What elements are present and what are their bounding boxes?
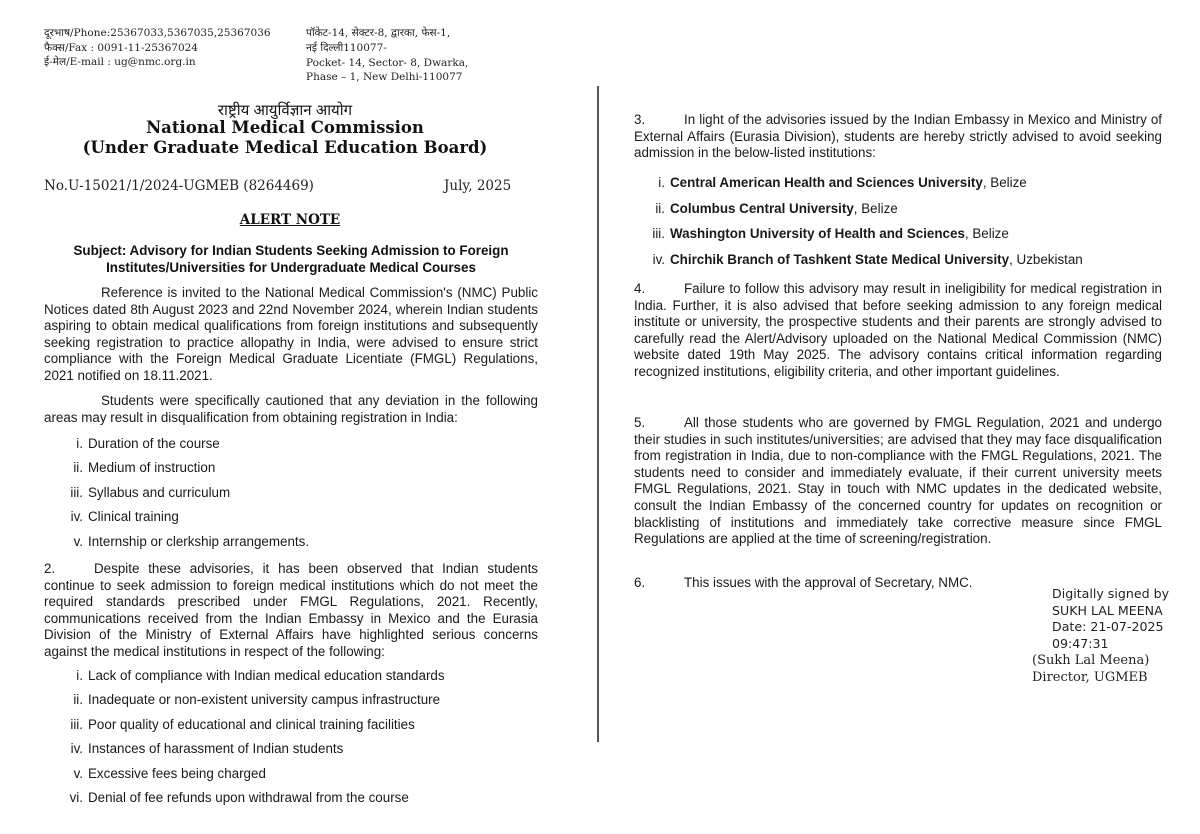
paragraph-3 [634, 112, 1162, 162]
address-block [306, 26, 468, 85]
paragraph-text: In light of the advisories issued by the Indian Embassy in Mexico and Ministry of External Affairs (Eurasia Division), students are hereby strictly advised to avoid seeking admission in the below-listed institutions: [634, 112, 1162, 161]
paragraph-text: This issues with the approval of Secretary, NMC. [684, 575, 973, 590]
list-item: v. Internship or clerkship arrangements. [73, 533, 310, 549]
organization-name-hindi: राष्ट्रीय आयुर्विज्ञान आयोग [217, 102, 353, 119]
organization-name [40, 118, 530, 158]
institution-name: Columbus Central University [670, 200, 854, 216]
list-item: iii. Poor quality of educational and clinical training facilities [70, 716, 415, 732]
email-line: ई-मेल/E-mail : ug@nmc.org.in [44, 56, 196, 68]
institution-country: , Belize [982, 175, 1027, 190]
paragraph-number: 6. [634, 575, 646, 590]
subject [44, 243, 538, 276]
list-item: i. Lack of compliance with Indian medical education standards [76, 668, 445, 683]
institution-country: , Belize [964, 226, 1009, 241]
paragraph-number: 2. [44, 561, 56, 576]
list-item: v. Excessive fees being charged [73, 765, 266, 781]
paragraph-4 [634, 281, 1162, 381]
subject-line-2: Institutes/Universities for Undergraduate Medical Courses [106, 259, 476, 275]
institution-country: , Uzbekistan [1009, 251, 1083, 267]
subject-line-1: Subject: Advisory for Indian Students Seeking Admission to Foreign [73, 243, 509, 258]
list-item: ii. Medium of instruction [73, 460, 216, 476]
address-hindi-line-1: पॉकेट-14, सेक्टर-8, द्वारका, फेस-1, [306, 27, 451, 39]
organization-name-line-2: (Under Graduate Medical Education Board) [82, 138, 488, 157]
document-title: ALERT NOTE [239, 212, 341, 228]
paragraph-text: Despite these advisories, it has been observed that Indian students continue to seek admission to foreign medical institutions which do not meet the required standards prescribed under FMGL Regulations, 2021. Recently, communications received from the Indian Embassy in Mexico and the Eurasia Division of the Ministry of External Affairs have highlighted serious concerns against the medical institutions in respect of the following: [44, 561, 538, 659]
institution-name: Chirchik Branch of Tashkent State Medical University [670, 251, 1010, 267]
signatory-designation: Director, UGMEB [1032, 669, 1148, 685]
list-item: iii. Syllabus and curriculum [70, 484, 231, 500]
address-english-line-2: Phase – 1, New Delhi-110077 [306, 71, 463, 84]
list-item: ii. Inadequate or non-existent university campus infrastructure [73, 692, 441, 708]
digital-signature: Digitally signed by SUKH LAL MEENA Date: 21-07-2025 09:47:31 [1052, 586, 1170, 651]
list-item: iv. Chirchik Branch of Tashkent State Medical University, Uzbekistan [652, 251, 1083, 267]
column-divider [597, 86, 599, 742]
list-item: i. Duration of the course [76, 436, 220, 451]
list-item: ii. Columbus Central University, Belize [655, 200, 898, 216]
concerns-list [69, 668, 445, 814]
list-item: vi. Denial of fee refunds upon withdrawal from the course [69, 789, 409, 805]
address-english-line-1: Pocket- 14, Sector- 8, Dwarka, [306, 56, 469, 69]
signatory [1032, 653, 1149, 687]
fax-line: फैक्स/Fax : 0091-11-25367024 [44, 41, 198, 54]
institution-name: Central American Health and Sciences University [670, 175, 983, 190]
paragraph-text: All those students who are governed by FMGL Regulation, 2021 and undergo their studies in such institutes/universities; are advised that they may face disqualification from registration in India, due to non-compliance with the FMGL Regulations, 2021. The students need to consider and immediately evaluate, if their current university meets FMGL Regulations, 2021. Stay in touch with NMC updates in the dedicated website, consult the Indian Embassy of the concerned country for updates on recognition or blacklisting of institutions and immediately take corrective measure since FMGL Regulations are applied at the time of screening/registration. [634, 415, 1162, 547]
institution-name: Washington University of Health and Sciences [670, 226, 965, 241]
institutions-list [652, 175, 1083, 277]
phone-line: दूरभाष/Phone:25367033,5367035,25367036 [44, 27, 271, 39]
list-item: iv. Clinical training [70, 509, 179, 525]
intro-paragraph: Reference is invited to the National Medical Commission's (NMC) Public Notices dated 8th August 2023 and 22nd November 2024, wherein Indian students aspiring to obtain medical qualifications from foreign institutions and subsequently seeking registration to practice allopathy in India, were advised to ensure strict compliance with the Foreign Medical Graduate Licentiate (FMGL) Regulations, 2021 notified on 18.11.2021. [44, 285, 538, 383]
reference-date: July, 2025 [444, 178, 512, 194]
paragraph-number: 3. [634, 112, 646, 127]
address-hindi-line-2: नई दिल्ली110077- [306, 41, 387, 54]
paragraph-2 [44, 561, 538, 661]
paragraph-number: 5. [634, 415, 646, 430]
list-item: iii. Washington University of Health and Sciences, Belize [652, 226, 1009, 241]
institution-country: , Belize [853, 200, 898, 216]
organization-name-line-1: National Medical Commission [146, 118, 424, 137]
signatory-name: (Sukh Lal Meena) [1032, 653, 1150, 668]
paragraph-number: 4. [634, 281, 646, 296]
paragraph-5 [634, 415, 1162, 548]
contact-block [44, 26, 271, 70]
caution-paragraph: Students were specifically cautioned that any deviation in the following areas may result in disqualification from obtaining registration in India: [44, 393, 538, 425]
deviation-areas-list [70, 436, 310, 558]
list-item: iv. Instances of harassment of Indian students [70, 741, 344, 757]
list-item: i. Central American Health and Sciences University, Belize [658, 175, 1027, 190]
reference-number: No.U-15021/1/2024-UGMEB (8264469) [44, 178, 314, 194]
paragraph-text: Failure to follow this advisory may result in ineligibility for medical registration in India. Further, it is also advised that before seeking admission to any foreign medical institute or university, the prospective students and their parents are strongly advised to carefully read the Alert/Advisory uploaded on the National Medical Commission (NMC) website dated 19th May 2025. The advisory contains critical information regarding recognized institutions, eligibility criteria, and other important guidelines. [634, 281, 1162, 379]
